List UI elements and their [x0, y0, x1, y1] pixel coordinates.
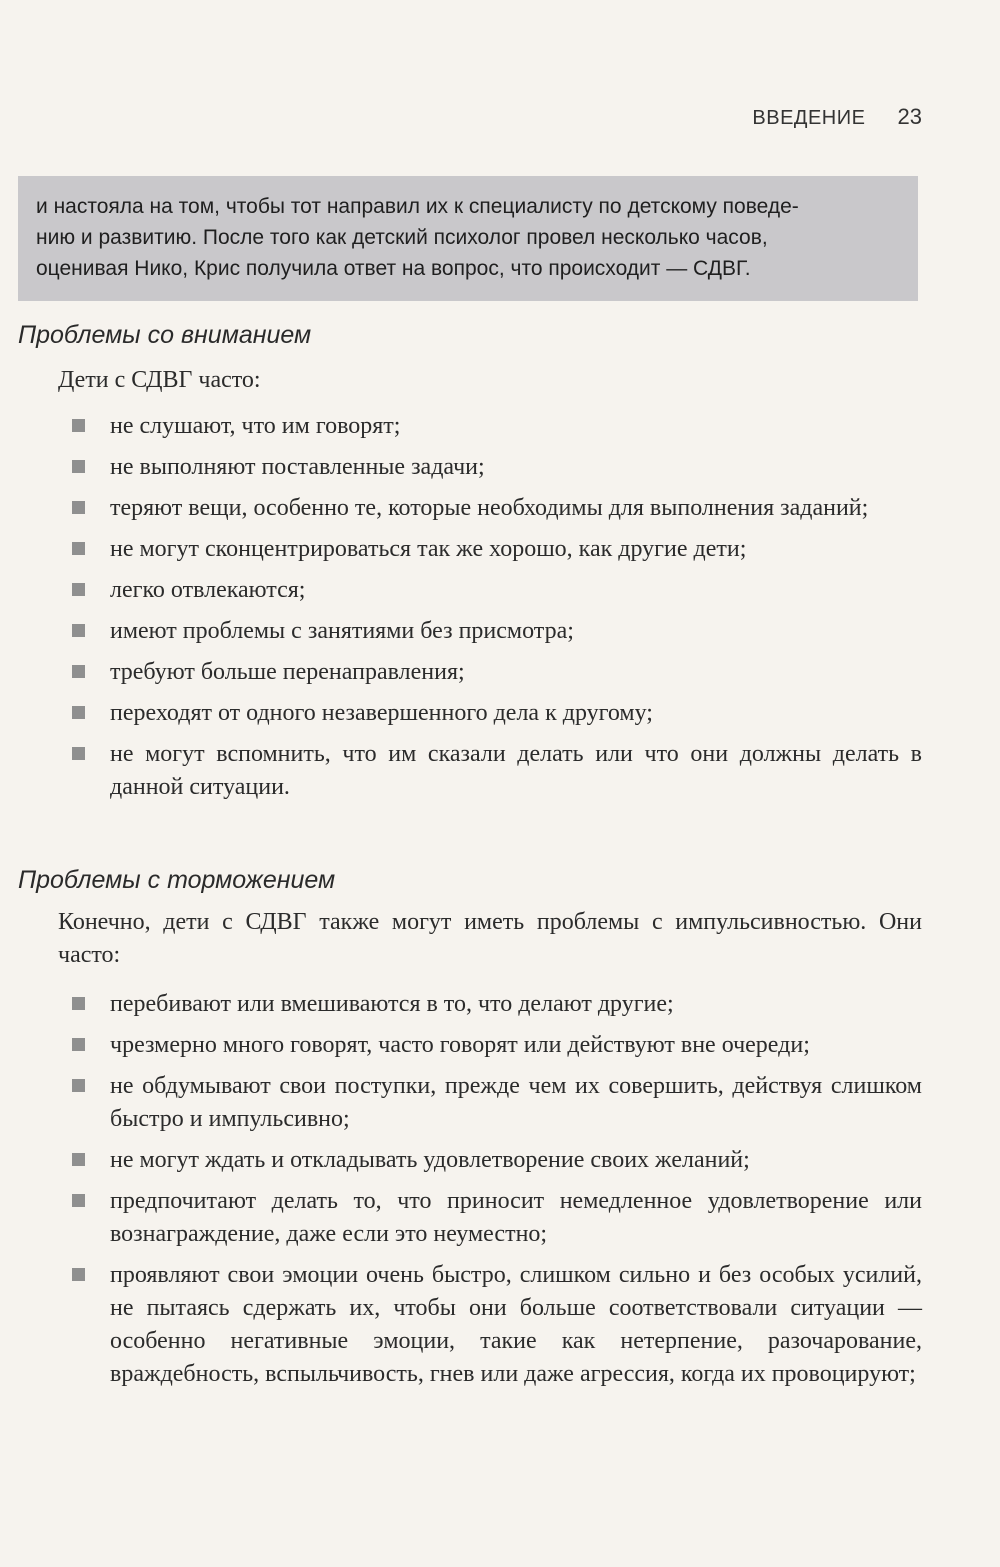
square-bullet-icon — [72, 624, 85, 637]
square-bullet-icon — [72, 501, 85, 514]
attention-intro: Дети с СДВГ часто: — [58, 367, 261, 393]
heading-attention-problems: Проблемы со вниманием — [18, 321, 312, 349]
square-bullet-icon — [72, 583, 85, 596]
square-bullet-icon — [72, 542, 85, 555]
attention-list — [72, 410, 922, 812]
section-title: ВВЕДЕНИЕ — [752, 107, 866, 129]
callout-line: оценивая Нико, Крис получила ответ на вопрос, что происходит — СДВГ. — [36, 257, 751, 280]
case-story-box — [18, 176, 918, 301]
list-item: не могут ждать и откладывать удовлетворение своих желаний; — [72, 1144, 922, 1177]
list-item: предпочитают делать то, что приносит немедленное удовлетворение или вознаграждение, даже если это неуместно; — [72, 1185, 922, 1251]
list-item: имеют проблемы с занятиями без присмотра; — [72, 615, 922, 648]
page-number: 23 — [897, 104, 922, 129]
square-bullet-icon — [72, 997, 85, 1010]
list-item: не могут вспомнить, что им сказали делать или что они должны делать в данной ситуации. — [72, 738, 922, 804]
square-bullet-icon — [72, 1079, 85, 1092]
square-bullet-icon — [72, 706, 85, 719]
callout-line: нию и развитию. После того как детский психолог провел несколько часов, — [36, 226, 768, 249]
square-bullet-icon — [72, 747, 85, 760]
list-item: не обдумывают свои поступки, прежде чем их совершить, действуя слишком быстро и импульсивно; — [72, 1070, 922, 1136]
square-bullet-icon — [72, 665, 85, 678]
square-bullet-icon — [72, 1268, 85, 1281]
square-bullet-icon — [72, 1153, 85, 1166]
list-item: легко отвлекаются; — [72, 574, 922, 607]
list-item: проявляют свои эмоции очень быстро, слишком сильно и без особых усилий, не пытаясь сдержать их, чтобы они больше соответствовали ситуации — особенно негативные эмоции, такие как нетерпение, разочарование, враждебность, вспыльчивость, гнев или даже агрессия, когда их провоцируют; — [72, 1259, 922, 1391]
inhibition-intro: Конечно, дети с СДВГ также могут иметь проблемы с импульсивностью. Они часто: — [58, 909, 922, 968]
list-item: не выполняют поставленные задачи; — [72, 451, 922, 484]
square-bullet-icon — [72, 1194, 85, 1207]
square-bullet-icon — [72, 1038, 85, 1051]
list-item: не слушают, что им говорят; — [72, 410, 922, 443]
square-bullet-icon — [72, 460, 85, 473]
callout-line: и настояла на том, чтобы тот направил их к специалисту по детскому поведе- — [36, 195, 799, 218]
list-item: теряют вещи, особенно те, которые необходимы для выполнения заданий; — [72, 492, 922, 525]
list-item: требуют больше перенаправления; — [72, 656, 922, 689]
list-item: перебивают или вмешиваются в то, что делают другие; — [72, 988, 922, 1021]
inhibition-list — [72, 988, 922, 1399]
list-item: переходят от одного незавершенного дела к другому; — [72, 697, 922, 730]
square-bullet-icon — [72, 419, 85, 432]
heading-inhibition-problems: Проблемы с торможением — [18, 866, 336, 894]
list-item: чрезмерно много говорят, часто говорят или действуют вне очереди; — [72, 1029, 922, 1062]
running-header — [752, 104, 922, 130]
list-item: не могут сконцентрироваться так же хорошо, как другие дети; — [72, 533, 922, 566]
